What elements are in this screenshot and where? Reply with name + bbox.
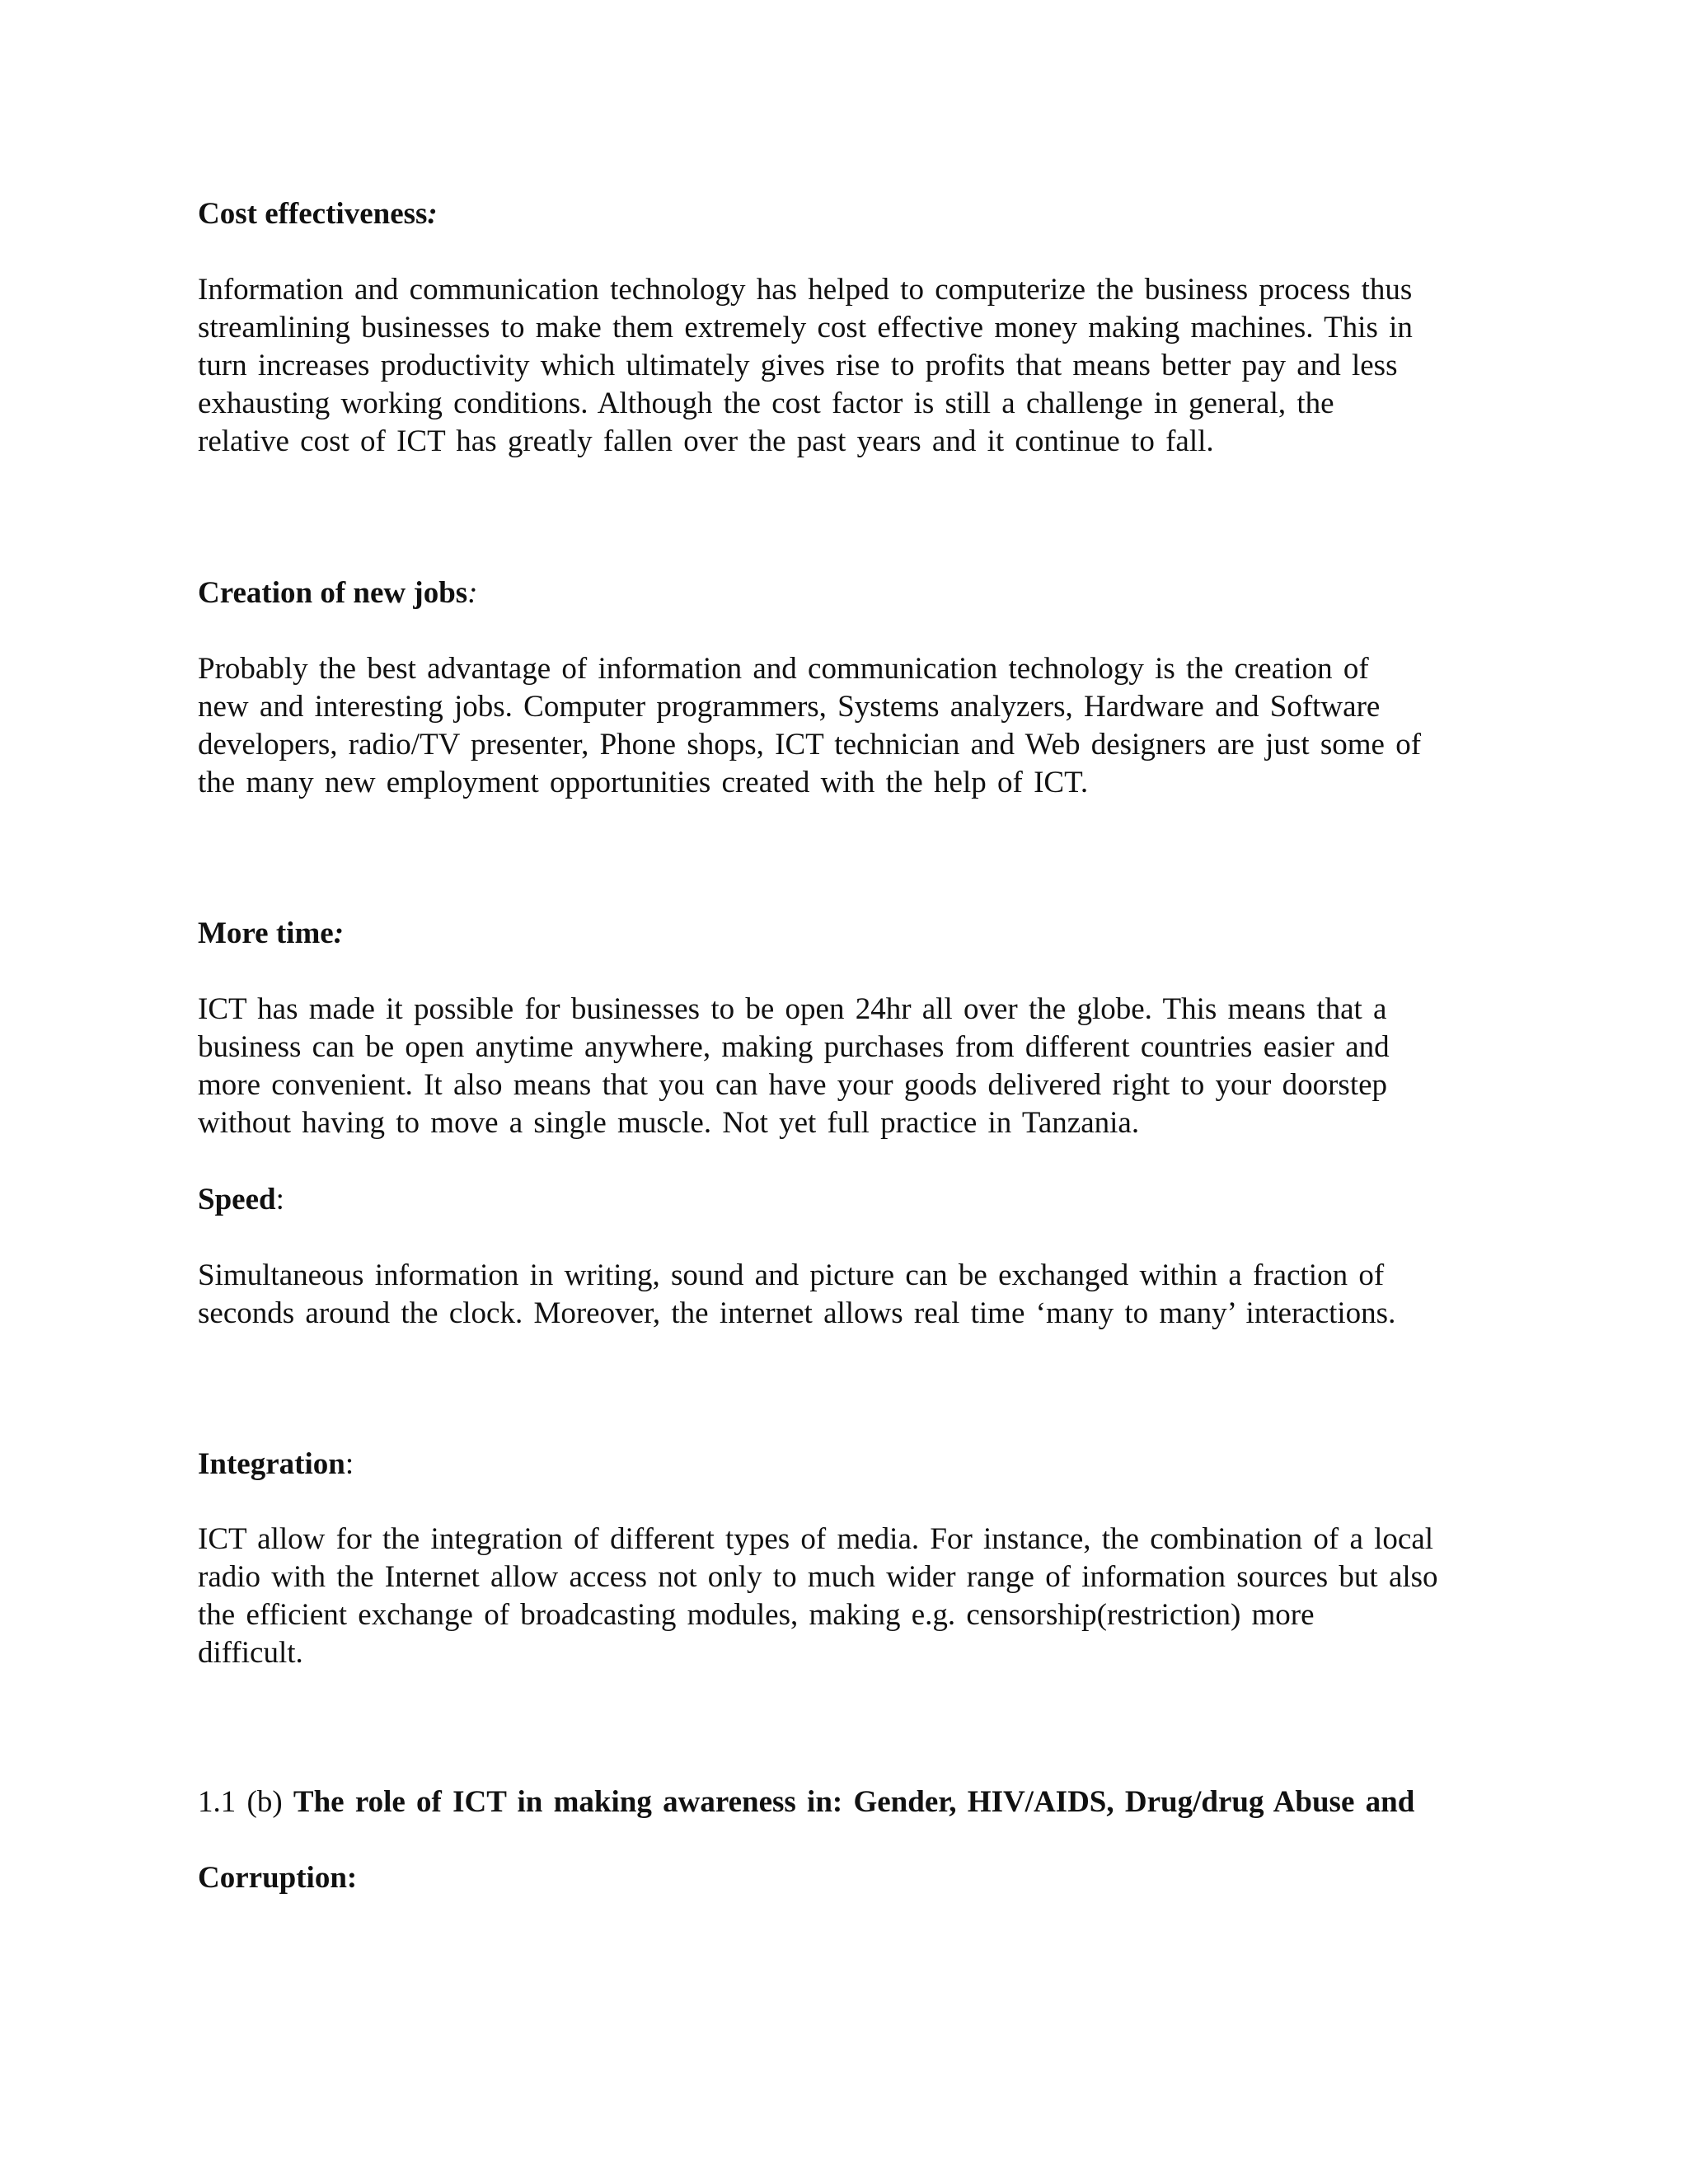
subsection-title-continuation: [198, 1859, 1484, 1897]
paragraph-line: exhausting working conditions. Although the cost factor is still a challenge in general, the: [198, 387, 1334, 420]
paragraph-line: developers, radio/TV presenter, Phone shops, ICT technician and Web designers are just some of: [198, 728, 1422, 762]
paragraph-line: new and interesting jobs. Computer programmers, Systems analyzers, Hardware and Software: [198, 690, 1381, 724]
section-heading-speed: [198, 1181, 1484, 1219]
paragraph-line: Information and communication technology has helped to computerize the business process thus: [198, 273, 1413, 307]
paragraph-line: difficult.: [198, 1636, 303, 1670]
heading-text: More time: [198, 916, 334, 950]
section-paragraph-creation-of-new-jobs: [198, 650, 1484, 802]
section-heading-cost-effectiveness: [198, 195, 1484, 233]
heading-colon: :: [333, 916, 345, 950]
paragraph-line: streamlining businesses to make them extremely cost effective money making machines. This in: [198, 311, 1413, 344]
paragraph-line: without having to move a single muscle. Not yet full practice in Tanzania.: [198, 1106, 1140, 1140]
section-heading-creation-of-new-jobs: [198, 574, 1484, 612]
section-paragraph-integration: [198, 1521, 1484, 1672]
heading-text: Creation of new jobs: [198, 576, 468, 610]
paragraph-line: the many new employment opportunities created with the help of ICT.: [198, 766, 1089, 799]
section-paragraph-speed: [198, 1257, 1484, 1333]
paragraph-line: business can be open anytime anywhere, making purchases from different countries easier and: [198, 1030, 1390, 1064]
section-heading-integration: [198, 1446, 1484, 1483]
paragraph-line: seconds around the clock. Moreover, the internet allows real time ‘many to many’ interactions.: [198, 1296, 1396, 1330]
subsection-title-line1: The role of ICT in making awareness in: Gender, HIV/AIDS, Drug/drug Abuse and: [293, 1785, 1415, 1819]
heading-colon: :: [345, 1447, 354, 1481]
paragraph-line: more convenient. It also means that you can have your goods delivered right to your doorstep: [198, 1068, 1388, 1102]
paragraph-line: radio with the Internet allow access not only to much wider range of information sources but also: [198, 1560, 1438, 1594]
paragraph-line: Probably the best advantage of information and communication technology is the creation of: [198, 652, 1369, 686]
paragraph-line: Simultaneous information in writing, sound and picture can be exchanged within a fraction of: [198, 1258, 1385, 1292]
paragraph-line: turn increases productivity which ultimately gives rise to profits that means better pay and less: [198, 349, 1398, 382]
paragraph-line: ICT allow for the integration of different types of media. For instance, the combination of a local: [198, 1522, 1434, 1556]
heading-text: Integration: [198, 1447, 345, 1481]
paragraph-line: relative cost of ICT has greatly fallen over the past years and it continue to fall.: [198, 424, 1214, 458]
subsection-number: 1.1 (b): [198, 1785, 283, 1819]
subsection-title-line2: Corruption:: [198, 1861, 358, 1895]
section-paragraph-more-time: [198, 991, 1484, 1142]
heading-text: Cost effectiveness: [198, 197, 428, 231]
heading-text: Speed: [198, 1183, 276, 1216]
paragraph-line: the efficient exchange of broadcasting modules, making e.g. censorship(restriction) more: [198, 1598, 1315, 1632]
section-heading-more-time: [198, 915, 1484, 953]
paragraph-line: ICT has made it possible for businesses to be open 24hr all over the globe. This means that a: [198, 992, 1387, 1026]
heading-colon: :: [275, 1183, 284, 1216]
heading-colon: :: [427, 197, 438, 231]
heading-colon: :: [467, 576, 478, 610]
subsection-heading: [198, 1783, 1484, 1821]
section-paragraph-cost-effectiveness: [198, 271, 1484, 461]
